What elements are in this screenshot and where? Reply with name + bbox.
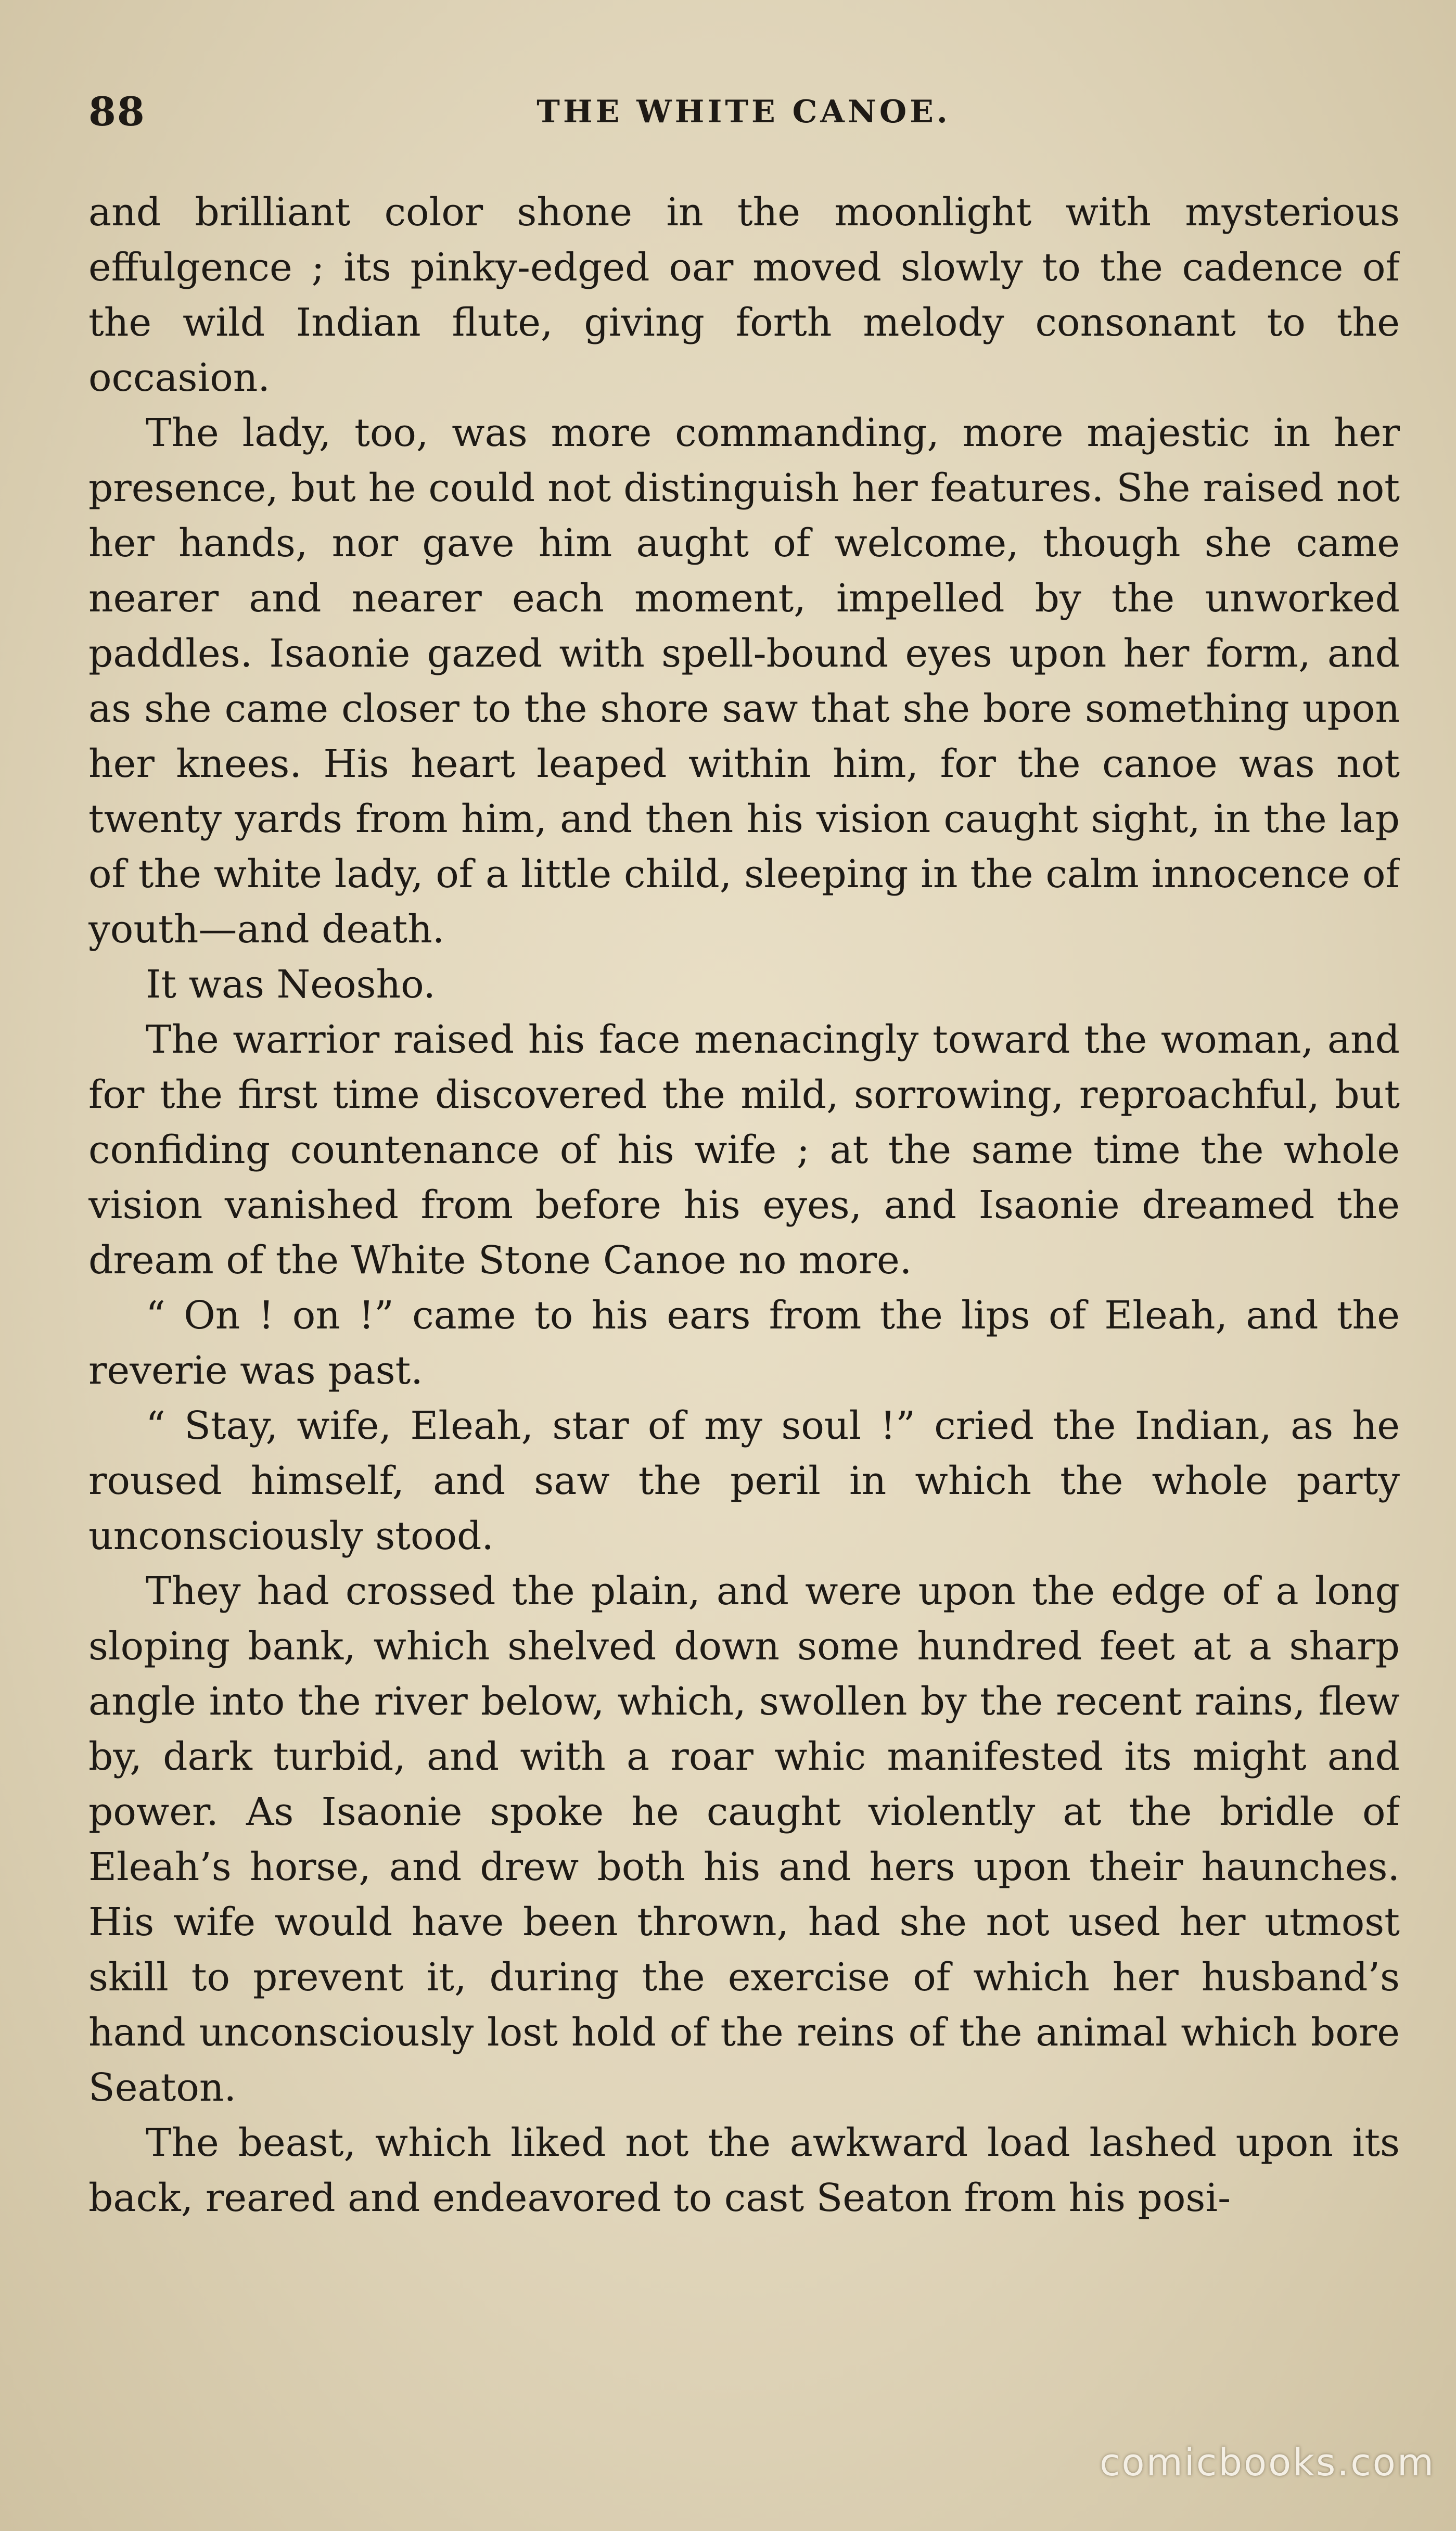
paragraph: The beast, which liked not the awkward load lashed upon its back, reared and endeavored to cast Seaton from his posi- — [88, 2120, 1400, 2220]
paragraph: It was Neosho. — [146, 962, 436, 1007]
page-number: 88 — [88, 88, 146, 135]
paragraph: They had crossed the plain, and were upon the edge of a long sloping bank, which shelved down some hundred feet at a sharp angle into the river below, which, swollen by the recent rains, flew by, dark turbid, and with a roar whic manifested its might and power. As Isaonie spoke he caught violently at the bridle of Eleah’s horse, and drew both his and hers upon their haunches. His wife would have been thrown, had she not used her utmost skill to prevent it, during the exercise of which her husband’s hand unconsciously lost hold of the reins of the animal which bore Seaton. — [88, 1569, 1400, 2110]
paragraph: The lady, too, was more commanding, more majestic in her presence, but he could not distinguish her features. She raised not her hands, nor gave him aught of welcome, though she came nearer and nearer each moment, impelled by the unworked paddles. Isaonie gazed with spell-bound eyes upon her form, and as she came closer to the shore saw that she bore something upon her knees. His heart leaped within him, for the canoe was not twenty yards from him, and then his vision caught sight, in the lap of the white lady, of a little child, sleeping in the calm innocence of youth—and death. — [88, 411, 1400, 952]
paragraph: and brilliant color shone in the moonlight with mysterious effulgence ; its pinky-edged oar moved slowly to the cadence of the wild Indian flute, giving forth melody consonant to the occasion. — [88, 190, 1400, 400]
paragraph: “ On ! on !” came to his ears from the lips of Eleah, and the reverie was past. — [88, 1293, 1400, 1393]
watermark: comicbooks.com — [1099, 2440, 1435, 2484]
running-head: THE WHITE CANOE. — [537, 94, 951, 130]
page-header — [88, 88, 1399, 140]
paragraph: “ Stay, wife, Eleah, star of my soul !” cried the Indian, as he roused himself, and saw the peril in which the whole party unconsciously stood. — [88, 1403, 1400, 1558]
paragraph: The warrior raised his face menacingly toward the woman, and for the first time discovered the mild, sorrowing, reproachful, but confiding countenance of his wife ; at the same time the whole vision vanished from before his eyes, and Isaonie dreamed the dream of the White Stone Canoe no more. — [88, 1017, 1400, 1283]
body-text — [88, 185, 1400, 2407]
